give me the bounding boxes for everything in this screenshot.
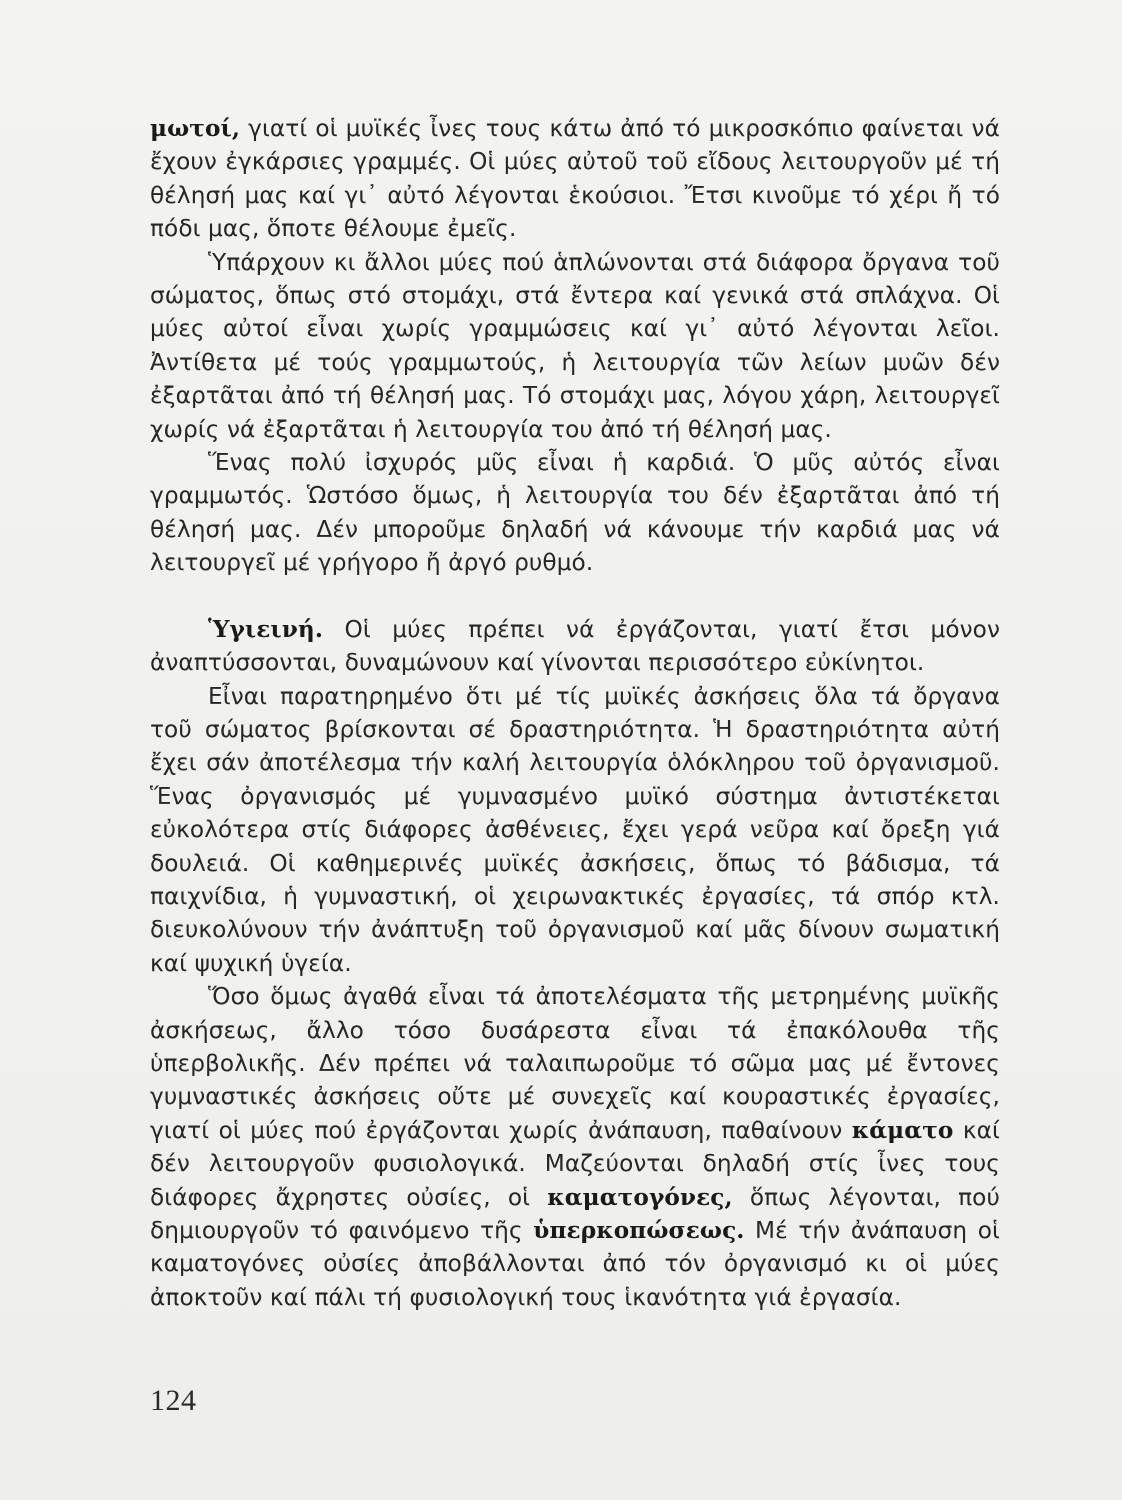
- paragraph-text: Μέ τήν ἀνάπαυση οἱ καματογόνες οὐσίες ἀποβάλλονται ἀπό τόν ὀργανισμό κι οἱ μύες ἀποκτοῦν καί πάλι τή φυσιολογική τους ἱκανότητα γιά ἐργασία.: [150, 1217, 1000, 1311]
- term-fatigue: κάματο: [851, 1116, 954, 1144]
- term-striated: μωτοί,: [150, 115, 241, 142]
- paragraph-text: Οἱ μύες πρέπει νά ἐργάζονται, γιατί ἔτσι μόνον ἀναπτύσσονται, δυναμώνουν καί γίνονται περισσότερο εὐκίνητοι.: [150, 615, 1000, 677]
- paragraph-exercise-benefits: Εἶναι παρατηρημένο ὅτι μέ τίς μυϊκές ἀσκήσεις ὅλα τά ὄργανα τοῦ σώματος βρίσκονται σέ δραστηριότητα. Ἡ δραστηριότητα αὐτή ἔχει σάν ἀποτέλεσμα τήν καλή λειτουργία ὁλόκληρου τοῦ ὀργανισμοῦ. Ἕνας ὀργανισμός μέ γυμνασμένο μυϊκό σύστημα ἀντιστέκεται εὐκολότερα στίς διάφορες ἀσθένειες, ἔχει γερά νεῦρα καί ὄρεξη γιά δουλειά. Οἱ καθημερινές μυϊκές ἀσκήσεις, ὅπως τό βάδισμα, τά παιχνίδια, ἡ γυμναστική, οἱ χειρωνακτικές ἐργασίες, τά σπόρ κτλ. διευκολύνουν τήν ἀνάπτυξη τοῦ ὀργανισμοῦ καί μᾶς δίνουν σωματική καί ψυχική ὑγεία.: [150, 682, 1000, 977]
- body-text: [150, 112, 1000, 1314]
- paragraph-text: γιατί οἱ μυϊκές ἶνες τους κάτω ἀπό τό μικροσκόπιο φαίνεται νά ἔχουν ἐγκάρσιες γραμμές. Οἱ μύες αὐτοῦ τοῦ εἴδους λειτουργοῦν μέ τή θέλησή μας καί γι᾽ αὐτό λέγονται ἑκούσιοι. Ἔτσι κινοῦμε τό χέρι ἤ τό πόδι μας, ὅποτε θέλουμε ἐμεῖς.: [150, 115, 1000, 243]
- paragraph-fatigue: [150, 980, 1000, 1314]
- term-overexertion: ὑπερκοπώσεως.: [533, 1217, 745, 1244]
- paragraph-heart: Ἕνας πολύ ἰσχυρός μῦς εἶναι ἡ καρδιά. Ὁ μῦς αὐτός εἶναι γραμμωτός. Ὡστόσο ὅμως, ἡ λειτουργία του δέν ἐξαρτᾶται ἀπό τή θέλησή μας. Δέν μποροῦμε δηλαδή νά κάνουμε τήν καρδιά μας νά λειτουργεῖ μέ γρήγορο ἤ ἀργό ρυθμό.: [150, 449, 1000, 577]
- section-title-hygiene: Ὑγιεινή.: [208, 615, 324, 643]
- paragraph-text: ὅπως λέγονται, πού δημιουργοῦν τό φαινόμενο τῆς: [150, 1183, 1000, 1244]
- term-fatigue-substances: καματογόνες,: [547, 1183, 733, 1211]
- paragraph-hygiene-heading: [150, 613, 1000, 680]
- paragraph-text: Ὅσο ὅμως ἀγαθά εἶναι τά ἀποτελέσματα τῆς μετρημένης μυϊκῆς ἀσκήσεως, ἄλλο τόσο δυσάρεστα εἶναι τά ἐπακόλουθα τῆς ὑπερβολικῆς. Δέν πρέπει νά ταλαιπωροῦμε τό σῶμα μας μέ ἔντονες γυμναστικές ἀσκήσεις οὔτε μέ συνεχεῖς καί κουραστικές ἐργασίες, γιατί οἱ μύες πού ἐργάζονται χωρίς ἀνάπαυση, παθαίνουν: [150, 983, 1000, 1144]
- page-number: 124: [150, 1384, 197, 1417]
- paragraph-text: καί δέν λειτουργοῦν φυσιολογικά. Μαζεύονται δηλαδή στίς ἶνες τους διάφορες ἄχρηστες οὐσίες, οἱ: [150, 1116, 1000, 1211]
- section-gap: [150, 580, 1000, 613]
- paragraph-striated-muscles: [150, 112, 1000, 246]
- paragraph-smooth-muscles: Ὑπάρχουν κι ἄλλοι μύες πού ἁπλώνονται στά διάφορα ὄργανα τοῦ σώματος, ὅπως στό στομάχι, στά ἔντερα καί γενικά στά σπλάχνα. Οἱ μύες αὐτοί εἶναι χωρίς γραμμώσεις καί γι᾽ αὐτό λέγονται λεῖοι. Ἀντίθετα μέ τούς γραμμωτούς, ἡ λειτουργία τῶν λείων μυῶν δέν ἐξαρτᾶται ἀπό τή θέλησή μας. Τό στομάχι μας, λόγου χάρη, λειτουργεῖ χωρίς νά ἐξαρτᾶται ἡ λειτουργία του ἀπό τή θέλησή μας.: [150, 248, 1000, 443]
